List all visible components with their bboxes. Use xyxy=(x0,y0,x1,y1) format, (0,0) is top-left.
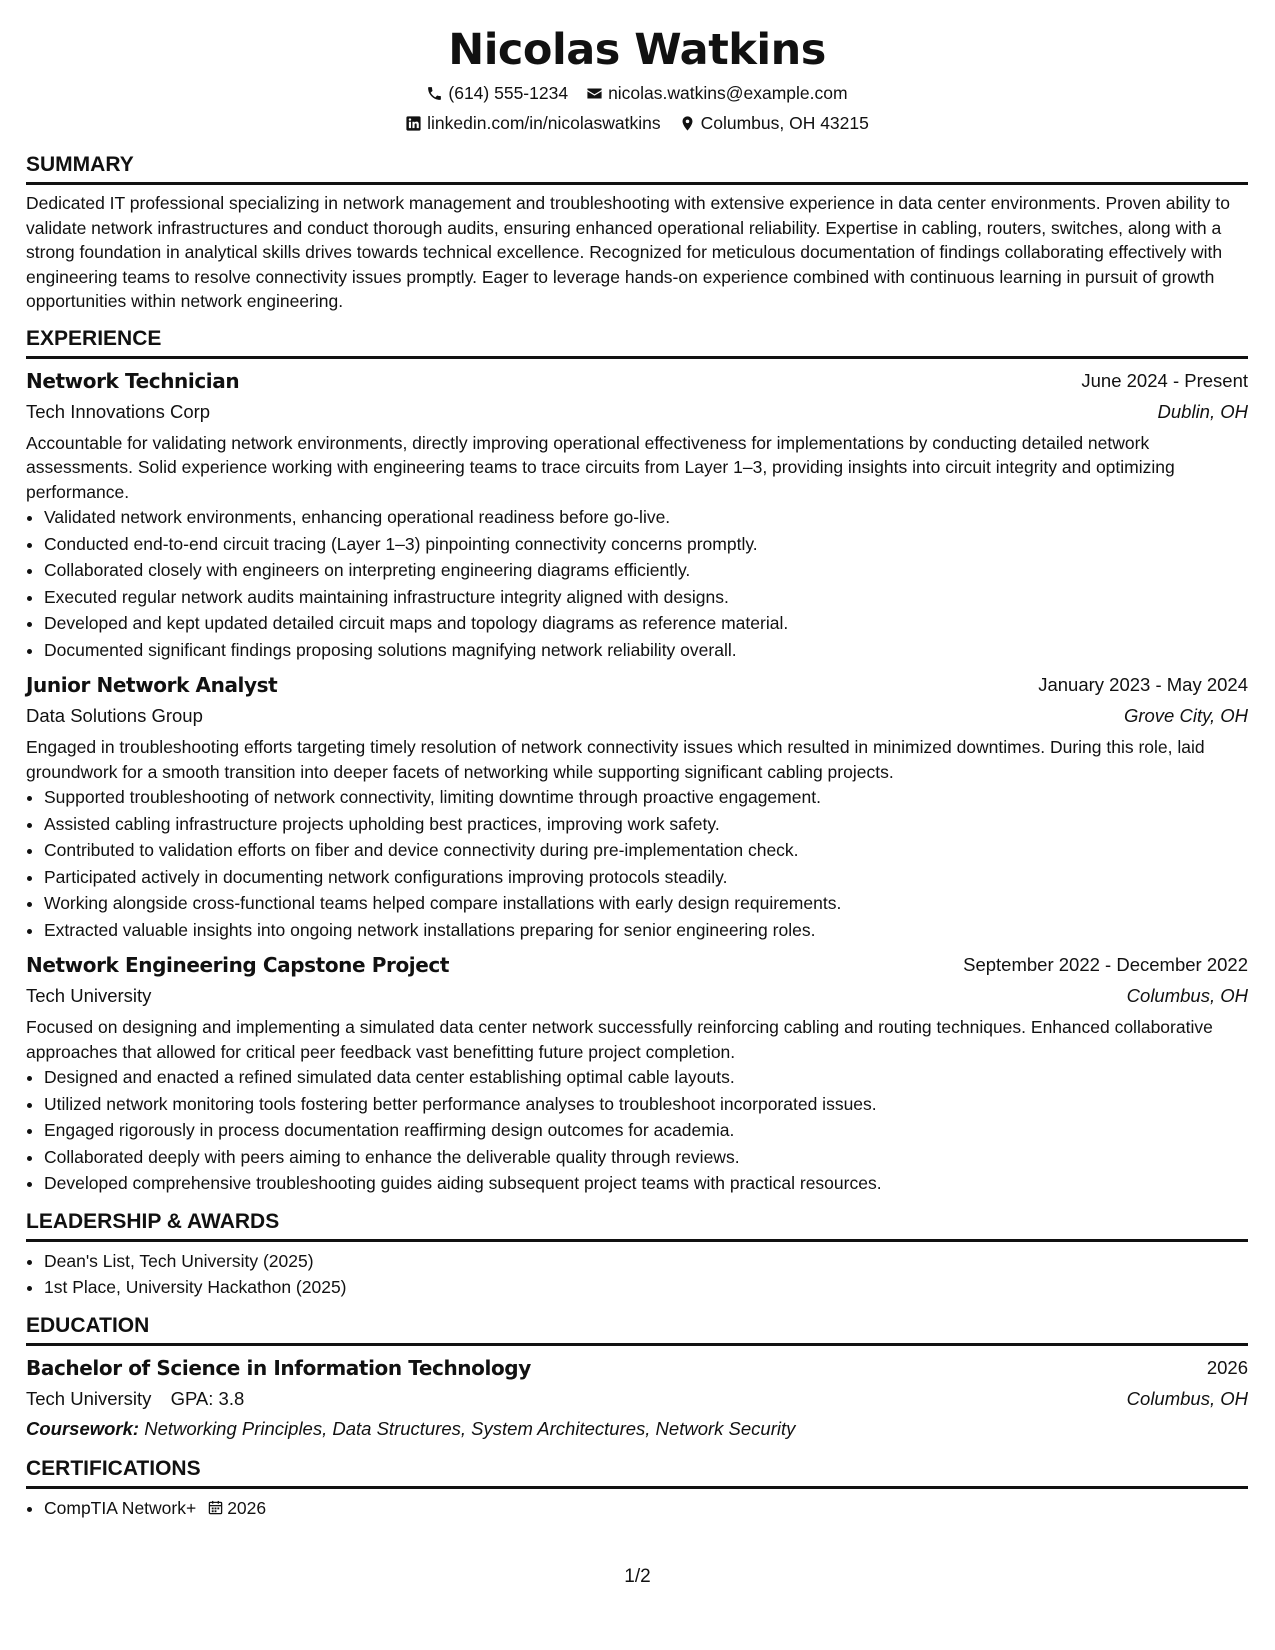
map-pin-icon xyxy=(679,115,696,132)
list-item: • Contributed to validation efforts on fiber and device connectivity during pre-implementation check. xyxy=(44,837,1248,864)
job-description: Engaged in troubleshooting efforts targeting timely resolution of network connectivity issues which resulted in minimized downtimes. During this role, laid groundwork for a smooth transition into deeper facets of networking while supporting significant cabling projects. xyxy=(26,737,1205,782)
list-item: • Dean's List, Tech University (2025) xyxy=(44,1248,1248,1275)
envelope-icon xyxy=(586,85,603,102)
section-title: CERTIFICATIONS xyxy=(26,1456,1248,1489)
section-title: EXPERIENCE xyxy=(26,326,1248,359)
list-item: • Participated actively in documenting network configurations improving protocols steadily. xyxy=(44,864,1248,891)
job-title: Network Engineering Capstone Project xyxy=(26,953,450,977)
location-contact xyxy=(679,108,869,138)
job-header xyxy=(26,669,1248,701)
list-item xyxy=(44,1495,1248,1522)
linkedin-icon xyxy=(405,115,422,132)
job-description: Accountable for validating network environments, directly improving operational effectiveness for implementations by conducting detailed network assessments. Solid experience working with engineering teams to trace circuits from Layer 1–3, providing insights into circuit integrity and optimizing performance. xyxy=(26,432,1175,502)
summary-section xyxy=(26,152,1248,314)
job-subheader xyxy=(26,397,1248,427)
gpa: GPA: 3.8 xyxy=(170,1387,245,1409)
company-name: Data Solutions Group xyxy=(26,705,203,726)
job-title: Network Technician xyxy=(26,368,240,393)
calendar-icon xyxy=(208,1500,223,1515)
resume-page xyxy=(26,0,1248,1521)
job-date: June 2024 - Present xyxy=(1081,369,1248,391)
phone-icon xyxy=(426,85,443,102)
certification-date xyxy=(208,1495,266,1522)
bullet-list xyxy=(26,784,1248,943)
school-location: Columbus, OH xyxy=(1126,1387,1248,1409)
email-contact[interactable] xyxy=(586,78,848,108)
bullet-list xyxy=(26,1064,1248,1197)
section-title: SUMMARY xyxy=(26,152,1248,185)
job-location: Dublin, OH xyxy=(1157,400,1248,422)
certifications-section xyxy=(26,1456,1248,1522)
awards-section xyxy=(26,1209,1248,1301)
coursework xyxy=(26,1414,1248,1444)
coursework-label: Coursework: xyxy=(26,1417,140,1439)
job-entry xyxy=(26,949,1248,1197)
page-number: 1/2 xyxy=(624,1566,651,1587)
coursework-list: Networking Principles, Data Structures, System Architectures, Network Security xyxy=(144,1417,796,1439)
graduation-year: 2026 xyxy=(1206,1356,1248,1378)
education-section xyxy=(26,1313,1248,1444)
list-item: • Developed comprehensive troubleshooting guides aiding subsequent project teams with practical resources. xyxy=(44,1170,1248,1197)
job-title: Junior Network Analyst xyxy=(26,673,278,697)
list-item: • Executed regular network audits maintaining infrastructure integrity aligned with designs. xyxy=(44,584,1248,611)
list-item: • Documented significant findings proposing solutions magnifying network reliability overall. xyxy=(44,637,1248,664)
contact-row-1 xyxy=(26,78,1248,108)
email-text: nicolas.watkins@example.com xyxy=(608,83,848,103)
candidate-name: Nicolas Watkins xyxy=(448,25,826,75)
summary-text: Dedicated IT professional specializing in network management and troubleshooting with extensive experience in data center environments. Proven ability to validate network infrastructures and conduct thorough audits, ensuring enhanced operational reliability. Expertise in cabling, routers, switches, along with a strong foundation in analytical skills drives towards technical excellence. Recognized for meticulous documentation of findings collaborating effectively with engineering teams to resolve connectivity issues promptly. Eager to leverage hands-on experience combined with continuous learning in pursuit of growth opportunities within network engineering. xyxy=(26,193,1230,311)
list-item: • Extracted valuable insights into ongoing network installations preparing for senior engineering roles. xyxy=(44,917,1248,944)
list-item: • Working alongside cross-functional teams helped compare installations with early design requirements. xyxy=(44,890,1248,917)
job-subheader xyxy=(26,981,1248,1011)
list-item: • Developed and kept updated detailed circuit maps and topology diagrams as reference material. xyxy=(44,610,1248,637)
company-name: Tech Innovations Corp xyxy=(26,400,211,422)
job-date: September 2022 - December 2022 xyxy=(963,954,1248,975)
linkedin-contact[interactable] xyxy=(405,108,660,138)
experience-section xyxy=(26,326,1248,1197)
bullet-list xyxy=(26,1495,1248,1522)
job-header xyxy=(26,365,1248,397)
linkedin-text: linkedin.com/in/nicolaswatkins xyxy=(427,113,661,133)
phone-contact xyxy=(426,78,568,108)
list-item: • Utilized network monitoring tools fostering better performance analyses to troubleshoot incorporated issues. xyxy=(44,1091,1248,1118)
job-subheader xyxy=(26,701,1248,731)
education-subheader xyxy=(26,1384,1248,1414)
location-text: Columbus, OH 43215 xyxy=(700,113,869,133)
list-item: • Validated network environments, enhancing operational readiness before go-live. xyxy=(44,504,1248,531)
job-header xyxy=(26,949,1248,981)
bullet-list xyxy=(26,1248,1248,1301)
school-name: Tech University xyxy=(26,1387,152,1409)
list-item: • Conducted end-to-end circuit tracing (Layer 1–3) pinpointing connectivity concerns promptly. xyxy=(44,531,1248,558)
list-item: • Designed and enacted a refined simulated data center establishing optimal cable layouts. xyxy=(44,1064,1248,1091)
job-entry xyxy=(26,365,1248,664)
company-name: Tech University xyxy=(26,985,152,1006)
phone-text: (614) 555-1234 xyxy=(448,83,569,103)
list-item: • Supported troubleshooting of network connectivity, limiting downtime through proactive engagement. xyxy=(44,784,1248,811)
list-item: • 1st Place, University Hackathon (2025) xyxy=(44,1274,1248,1301)
list-item: • Assisted cabling infrastructure projects upholding best practices, improving work safety. xyxy=(44,811,1248,838)
certification-item xyxy=(44,1495,266,1522)
job-location: Columbus, OH xyxy=(1126,985,1248,1006)
school-info xyxy=(26,1388,244,1410)
list-item: • Engaged rigorously in process documentation reaffirming design outcomes for academia. xyxy=(44,1117,1248,1144)
degree-title: Bachelor of Science in Information Technology xyxy=(26,1355,531,1380)
contact-row-2 xyxy=(26,108,1248,138)
job-entry xyxy=(26,669,1248,943)
certification-name: • CompTIA Network+ xyxy=(44,1497,197,1518)
section-title: LEADERSHIP & AWARDS xyxy=(26,1209,1248,1242)
list-item: • Collaborated closely with engineers on interpreting engineering diagrams efficiently. xyxy=(44,557,1248,584)
job-location: Grove City, OH xyxy=(1123,705,1248,726)
job-description: Focused on designing and implementing a simulated data center network successfully reinforcing cabling and routing techniques. Enhanced collaborative approaches that allowed for critical peer feedback vast benefitting future project completion. xyxy=(26,1017,1213,1062)
list-item: • Collaborated deeply with peers aiming to enhance the deliverable quality through reviews. xyxy=(44,1144,1248,1171)
job-date: January 2023 - May 2024 xyxy=(1038,674,1248,695)
section-title: EDUCATION xyxy=(26,1313,1248,1346)
certification-year: 2026 xyxy=(227,1497,267,1518)
education-header xyxy=(26,1352,1248,1384)
bullet-list xyxy=(26,504,1248,663)
